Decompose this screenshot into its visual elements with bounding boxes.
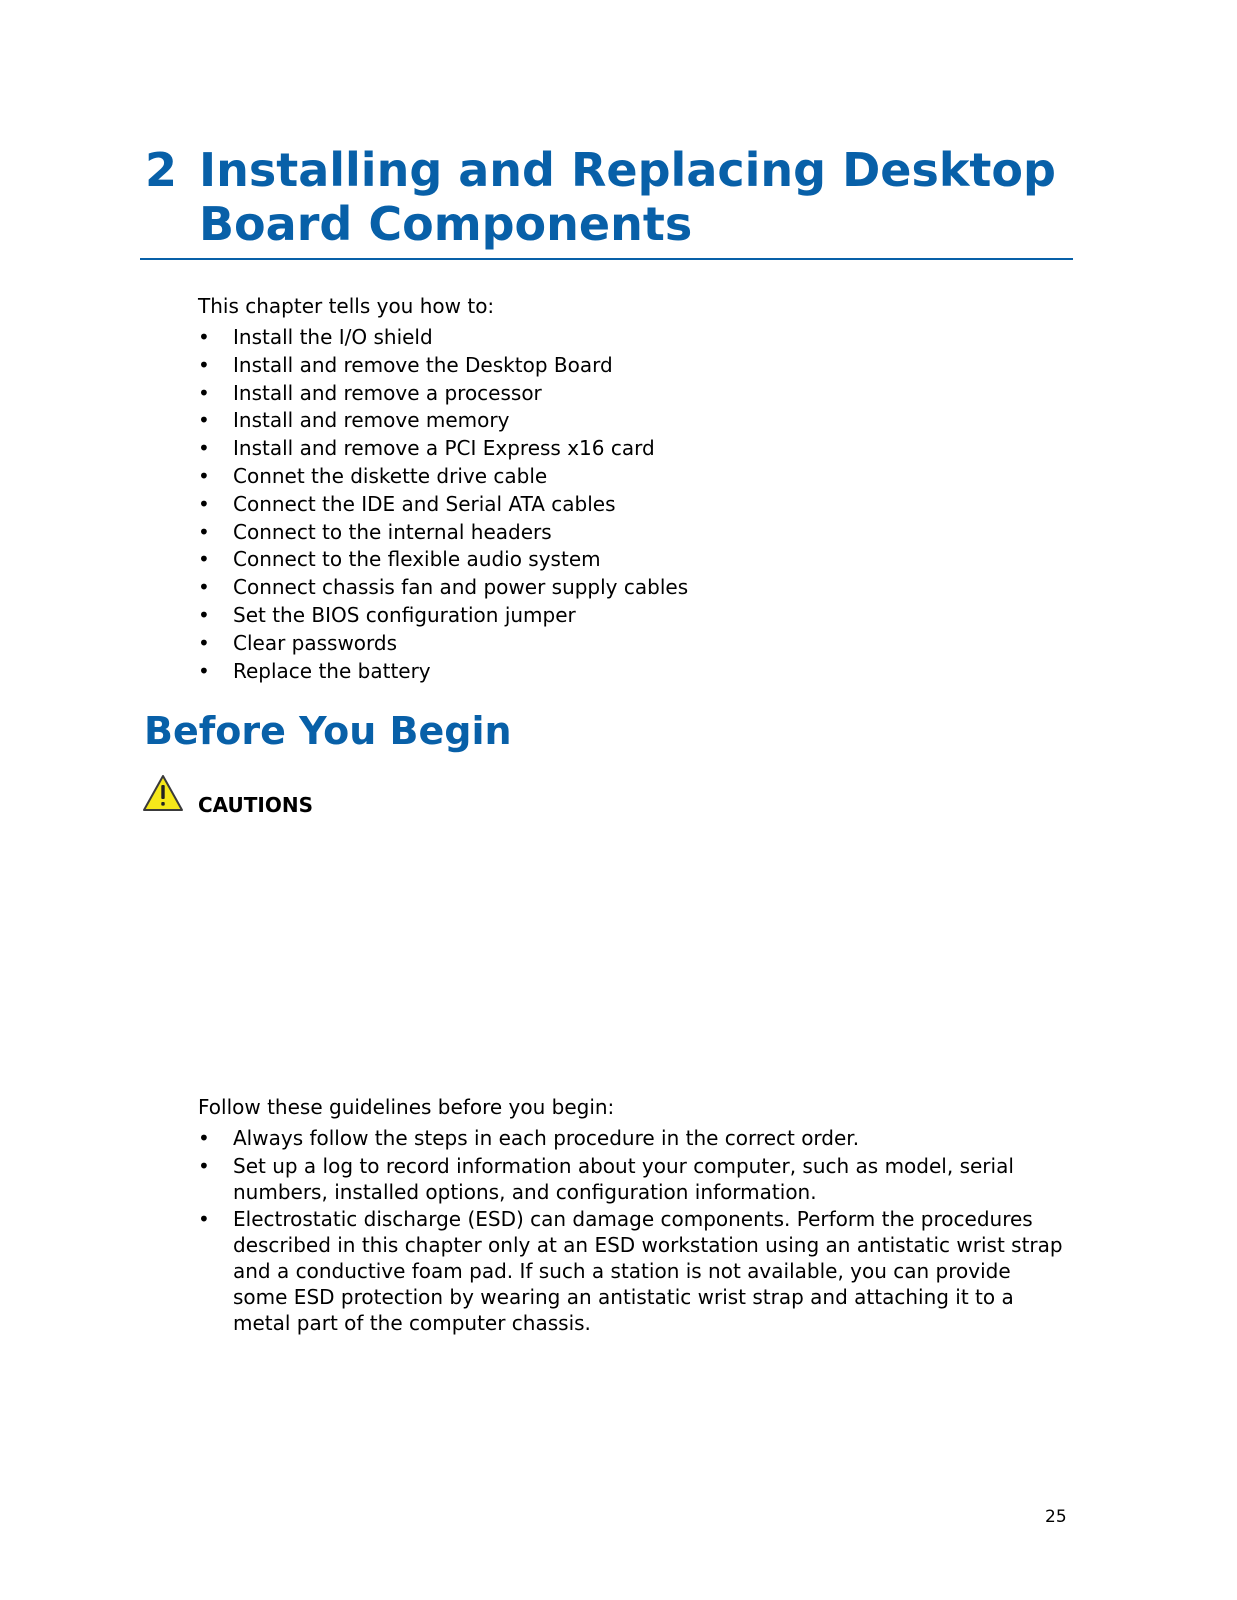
list-item: • Install and remove memory [198, 408, 898, 436]
list-item: • Connect chassis fan and power supply cables [198, 575, 898, 603]
list-item: • Clear passwords [198, 631, 898, 659]
chapter-title [145, 143, 1075, 251]
topic-list [198, 325, 898, 686]
list-item: • Connect to the flexible audio system [198, 547, 898, 575]
chapter-number: 2 [145, 143, 178, 197]
chapter-intro: This chapter tells you how to: [198, 294, 495, 318]
list-item: • Electrostatic discharge (ESD) can damage components. Perform the procedures described in this chapter only at an ESD workstation using an antistatic wrist strap and a conductive foam pad. If such a station is not available, you can provide some ESD protection by wearing an antistatic wrist strap and attaching it to a metal part of the computer chassis. [198, 1206, 1068, 1336]
guidelines-intro: Follow these guidelines before you begin: [198, 1095, 615, 1119]
list-item: • Install and remove the Desktop Board [198, 353, 898, 381]
list-item: • Connect the IDE and Serial ATA cables [198, 492, 898, 520]
caution-label: CAUTIONS [198, 793, 314, 817]
list-item: • Always follow the steps in each procedure in the correct order. [198, 1125, 1068, 1151]
list-item: • Connect to the internal headers [198, 520, 898, 548]
section-title: Before You Begin [144, 709, 512, 753]
list-item: • Connet the diskette drive cable [198, 464, 898, 492]
warning-triangle-icon [142, 774, 184, 812]
guidelines-list [198, 1125, 1068, 1338]
list-item: • Install the I/O shield [198, 325, 898, 353]
page-number: 25 [1045, 1507, 1067, 1527]
list-item: • Set the BIOS configuration jumper [198, 603, 898, 631]
list-item: • Install and remove a PCI Express x16 card [198, 436, 898, 464]
list-item: • Set up a log to record information about your computer, such as model, serial numbers, installed options, and configuration information. [198, 1153, 1068, 1205]
list-item: • Replace the battery [198, 659, 898, 687]
list-item: • Install and remove a processor [198, 381, 898, 409]
chapter-title-text: Installing and Replacing Desktop Board Components [199, 143, 1056, 251]
title-divider [140, 258, 1073, 260]
